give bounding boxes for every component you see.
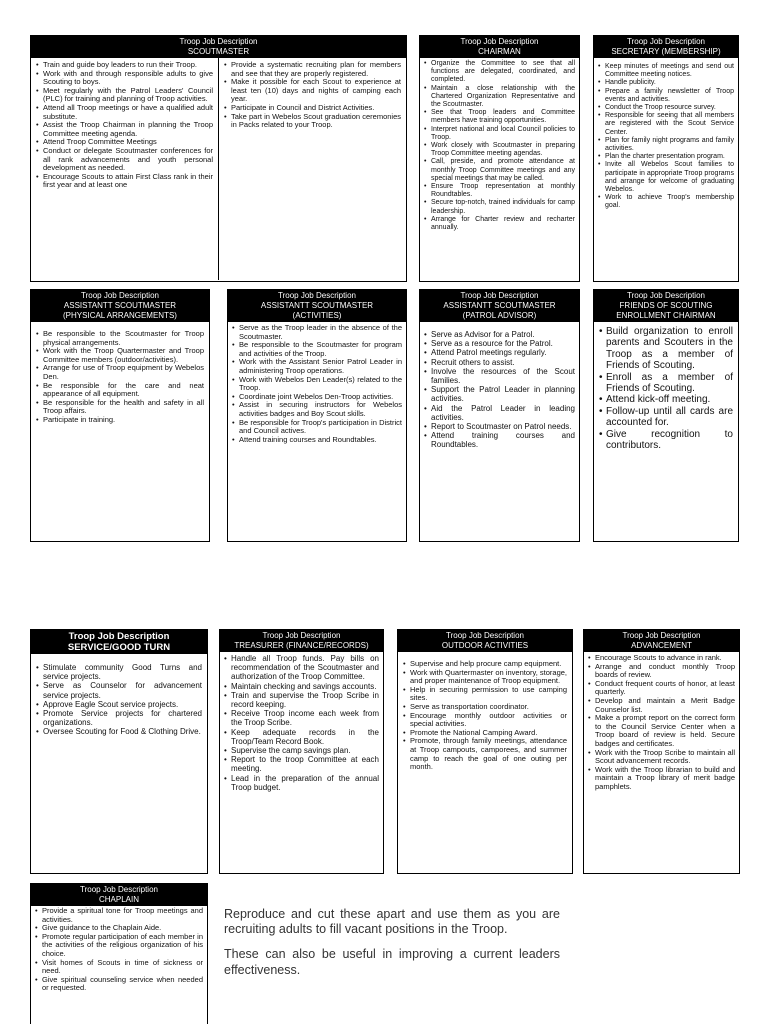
duty-item: • Encourage Scouts to advance in rank. [588, 654, 735, 663]
duty-item: • Provide a spiritual tone for Troop meetings and activities. [35, 907, 203, 924]
duty-item: • Serve as transportation coordinator. [403, 703, 567, 712]
duty-item: • Keep adequate records in the Troop/Team Record Book. [224, 728, 379, 746]
header-line-1: Troop Job Description [68, 631, 170, 642]
duty-item: • Ensure Troop representation at monthly Roundtables. [424, 183, 575, 199]
header-line-1: Troop Job Description [460, 37, 539, 46]
duty-item: • Prepare a family newsletter of Troop events and activities. [598, 88, 734, 104]
duty-item: • Participate in Council and District Activities. [224, 104, 401, 113]
duty-item: • Promote, through family meetings, attendance at Troop campouts, camporees, and summer camp to reach the goal of one outing per month. [403, 737, 567, 771]
duty-item: • Enroll as a member of Friends of Scouting. [599, 372, 733, 395]
duty-list [599, 326, 733, 451]
card-header [31, 884, 207, 906]
header-line-2: SERVICE/GOOD TURN [67, 642, 171, 653]
header-line-2: ADVANCEMENT [631, 641, 692, 650]
duty-list [35, 907, 203, 993]
duty-item: • Report to the troop Committee at each meeting. [224, 755, 379, 773]
duty-item: • Work with the Assistant Senior Patrol Leader in administering Troop operations. [232, 358, 402, 375]
duty-item: • Give recognition to contributors. [599, 429, 733, 452]
card-chairman [419, 35, 580, 282]
duty-item: • Be responsible for the care and neat appearance of all equipment. [36, 382, 204, 399]
card-header [31, 630, 207, 654]
card-asm-physical-arrangements [30, 289, 210, 542]
duty-item: • Organize the Committee to see that all functions are delegated, coordinated, and completed. [424, 60, 575, 85]
duty-item: • Attend all Troop meetings or have a qualified adult substitute. [36, 104, 213, 121]
duty-item: • Attend Troop Committee Meetings [36, 138, 213, 147]
header-line-1: Troop Job Description [278, 291, 356, 300]
card-header [31, 290, 209, 322]
duty-list [232, 324, 402, 444]
duty-item: • Maintain a close relationship with the Chartered Organization Representative and the Scoutmaster. [424, 85, 575, 110]
duty-item: • Work with the Troop librarian to build and maintain a Troop library of merit badge pamphlets. [588, 766, 735, 792]
card-chaplain [30, 883, 208, 1024]
duty-item: • Visit homes of Scouts in time of sickness or need. [35, 959, 203, 976]
duty-item: • Build organization to enroll parents and Scouters in the Troop as a member of Friends of Scouting. [599, 326, 733, 372]
card-header [594, 36, 738, 58]
header-line-1: Troop Job Description [627, 291, 705, 300]
duty-item: • Maintain checking and savings accounts. [224, 682, 379, 691]
instructions-paragraph-1: Reproduce and cut these apart and use them as you are recruiting adults to fill vacant positions in the Troop. [224, 907, 560, 937]
duty-item: • Plan the charter presentation program. [598, 153, 734, 161]
duty-item: • Attend Patrol meetings regularly. [424, 348, 575, 357]
duty-item: • Serve as Advisor for a Patrol. [424, 330, 575, 339]
duty-item: • Handle all Troop funds. Pay bills on recommendation of the Scoutmaster and authorization of the Troop Committee. [224, 654, 379, 682]
duty-list [403, 660, 567, 772]
duty-list [36, 663, 202, 737]
instructions-paragraph-2: These can also be useful in improving a current leaders effectiveness. [224, 947, 560, 977]
duty-item: • Approve Eagle Scout service projects. [36, 700, 202, 709]
left-column [31, 58, 218, 280]
duty-item: • Oversee Scouting for Food & Clothing Drive. [36, 727, 202, 736]
duty-item: • Call, preside, and promote attendance at monthly Troop Committee meetings and any special meetings that may be called. [424, 158, 575, 183]
card-friends-of-scouting [593, 289, 739, 542]
duty-item: • Stimulate community Good Turns and service projects. [36, 663, 202, 681]
duty-item: • Handle publicity. [598, 79, 734, 87]
duty-item: • Coordinate joint Webelos Den-Troop activities. [232, 393, 402, 402]
duty-item: • Plan for family night programs and family activities. [598, 137, 734, 153]
card-header [398, 630, 572, 652]
duty-item: • Give spiritual counseling service when needed or requested. [35, 976, 203, 993]
duty-item: • Support the Patrol Leader in planning activities. [424, 385, 575, 403]
header-line-1: Troop Job Description [262, 631, 341, 640]
duty-item: • Make it possible for each Scout to experience at least ten (10) days and nights of camping each year. [224, 78, 401, 104]
duty-list [224, 61, 401, 130]
header-line-2: SCOUTMASTER [187, 47, 250, 56]
duty-item: • Work with Webelos Den Leader(s) related to the Troop. [232, 376, 402, 393]
duty-item: • Attend training courses and Roundtables. [424, 431, 575, 449]
instructions-note [224, 907, 560, 988]
duty-item: • Encourage monthly outdoor activities or special activities. [403, 712, 567, 729]
duty-item: • Arrange for use of Troop equipment by Webelos Den. [36, 364, 204, 381]
duty-item: • Keep minutes of meetings and send out Committee meeting notices. [598, 63, 734, 79]
duty-item: • Assist the Troop Chairman in planning the Troop Committee meeting agenda. [36, 121, 213, 138]
duty-item: • Encourage Scouts to attain First Class rank in their first year and at least one [36, 173, 213, 190]
duty-item: • Serve as the Troop leader in the absence of the Scoutmaster. [232, 324, 402, 341]
duty-item: • Arrange and conduct monthly Troop boards of review. [588, 663, 735, 680]
header-line-1: Troop Job Description [627, 37, 705, 46]
card-service-good-turn [30, 629, 208, 874]
header-line-2: ASSISTANTT SCOUTMASTER [260, 301, 374, 310]
header-line-2: ASSISTANTT SCOUTMASTER [443, 301, 556, 310]
card-header [584, 630, 739, 652]
card-header [228, 290, 406, 322]
duty-item: • Follow-up until all cards are accounted for. [599, 406, 733, 429]
card-header [420, 36, 579, 58]
header-line-1: Troop Job Description [80, 885, 158, 894]
card-header [220, 630, 383, 652]
duty-item: • Attend training courses and Roundtables. [232, 436, 402, 445]
duty-item: • Conduct the Troop resource survey. [598, 104, 734, 112]
duty-item: • Make a prompt report on the correct form to the Council Service Center when a Troop board of review is held. Secure badges and certificates. [588, 714, 735, 748]
header-line-3: (PATROL ADVISOR) [462, 311, 537, 320]
duty-item: • Work with Quartermaster on inventory, storage, and proper maintenance of Troop equipment. [403, 669, 567, 686]
duty-item: • Promote regular participation of each member in the activities of the religious organization of his choice. [35, 933, 203, 959]
duty-item: • Train and supervise the Troop Scribe in record keeping. [224, 691, 379, 709]
card-header [594, 290, 738, 322]
header-line-2: FRIENDS OF SCOUTING [619, 301, 713, 310]
duty-item: • Invite all Webelos Scout families to participate in appropriate Troop programs and arrange for welcome of graduating Webelos. [598, 161, 734, 194]
duty-list [424, 330, 575, 450]
header-line-1: Troop Job Description [179, 37, 258, 46]
header-line-2: ASSISTANTT SCOUTMASTER [63, 301, 177, 310]
header-line-2: CHAIRMAN [478, 47, 521, 56]
duty-item: • See that Troop leaders and Committee members have training opportunities. [424, 109, 575, 125]
duty-item: • Assist in securing instructors for Webelos activities badges and Boy Scout skills. [232, 401, 402, 418]
right-column [218, 58, 406, 280]
duty-item: • Responsible for seeing that all members are registered with the Scout Service Center. [598, 112, 734, 137]
header-line-3: (ACTIVITIES) [292, 311, 342, 320]
header-line-1: Troop Job Description [460, 291, 539, 300]
duty-item: • Be responsible to the Scoutmaster for Troop physical arrangements. [36, 330, 204, 347]
duty-list [598, 63, 734, 211]
duty-item: • Supervise the camp savings plan. [224, 746, 379, 755]
duty-item: • Be responsible to the Scoutmaster for program and activities of the Troop. [232, 341, 402, 358]
duty-item: • Work to achieve Troop's membership goal. [598, 194, 734, 210]
duty-item: • Aid the Patrol Leader in leading activities. [424, 404, 575, 422]
duty-item: • Be responsible for the health and safety in all Troop affairs. [36, 399, 204, 416]
duty-item: • Arrange for Charter review and recharter annually. [424, 216, 575, 232]
header-line-2: SECRETARY (MEMBERSHIP) [611, 47, 721, 56]
card-treasurer [219, 629, 384, 874]
duty-item: • Work with and through responsible adults to give Scouting to boys. [36, 70, 213, 87]
header-line-3: (PHYSICAL ARRANGEMENTS) [63, 311, 177, 320]
card-advancement [583, 629, 740, 874]
duty-item: • Serve as a resource for the Patrol. [424, 339, 575, 348]
header-line-1: Troop Job Description [446, 631, 524, 640]
header-line-2: CHAPLAIN [98, 895, 139, 904]
duty-item: • Help in securing permission to use camping sites. [403, 686, 567, 703]
duty-item: • Serve as Counselor for advancement service projects. [36, 681, 202, 699]
card-header [420, 290, 579, 322]
duty-item: • Supervise and help procure camp equipment. [403, 660, 567, 669]
duty-item: • Secure top-notch, trained individuals for camp leadership. [424, 199, 575, 215]
duty-item: • Develop and maintain a Merit Badge Counselor list. [588, 697, 735, 714]
header-line-1: Troop Job Description [622, 631, 701, 640]
duty-item: • Meet regularly with the Patrol Leaders' Council (PLC) for training and planning of Troop activities. [36, 87, 213, 104]
card-outdoor-activities [397, 629, 573, 874]
card-header [31, 36, 406, 58]
duty-item: • Recruit others to assist. [424, 358, 575, 367]
duty-item: • Promote Service projects for chartered organizations. [36, 709, 202, 727]
header-line-2: TREASURER (FINANCE/RECORDS) [234, 641, 369, 650]
header-line-1: Troop Job Description [81, 291, 159, 300]
card-secretary [593, 35, 739, 282]
duty-item: • Take part in Webelos Scout graduation ceremonies in Packs related to your Troop. [224, 113, 401, 130]
duty-list [588, 654, 735, 792]
duty-item: • Give guidance to the Chaplain Aide. [35, 924, 203, 933]
card-asm-activities [227, 289, 407, 542]
header-line-2: OUTDOOR ACTIVITIES [441, 641, 529, 650]
duty-item: • Provide a systematic recruiting plan for members and see that they are properly registered. [224, 61, 401, 78]
duty-item: • Work closely with Scoutmaster in preparing Troop Committee meeting agendas. [424, 142, 575, 158]
duty-list [224, 654, 379, 792]
duty-item: • Lead in the preparation of the annual Troop budget. [224, 774, 379, 792]
duty-item: • Involve the resources of the Scout families. [424, 367, 575, 385]
duty-item: • Participate in training. [36, 416, 204, 425]
header-line-3: ENROLLMENT CHAIRMAN [616, 311, 716, 320]
card-scoutmaster [30, 35, 407, 282]
duty-item: • Receive Troop income each week from the Troop Scribe. [224, 709, 379, 727]
duty-list [36, 330, 204, 425]
duty-item: • Be responsible for Troop's participation in District and Council actives. [232, 419, 402, 436]
duty-item: • Work with the Troop Scribe to maintain all Scout advancement records. [588, 749, 735, 766]
duty-item: • Promote the National Camping Award. [403, 729, 567, 738]
duty-item: • Report to Scoutmaster on Patrol needs. [424, 422, 575, 431]
duty-list [36, 61, 213, 190]
duty-list [424, 60, 575, 232]
duty-item: • Train and guide boy leaders to run their Troop. [36, 61, 213, 70]
duty-item: • Interpret national and local Council policies to Troop. [424, 126, 575, 142]
duty-item: • Conduct frequent courts of honor, at least quarterly. [588, 680, 735, 697]
duty-item: • Attend kick-off meeting. [599, 394, 733, 405]
duty-item: • Work with the Troop Quartermaster and Troop Committee members (outdoor/activities). [36, 347, 204, 364]
duty-item: • Conduct or delegate Scoutmaster conferences for all rank advancements and youth personal development as needed. [36, 147, 213, 173]
card-asm-patrol-advisor [419, 289, 580, 542]
